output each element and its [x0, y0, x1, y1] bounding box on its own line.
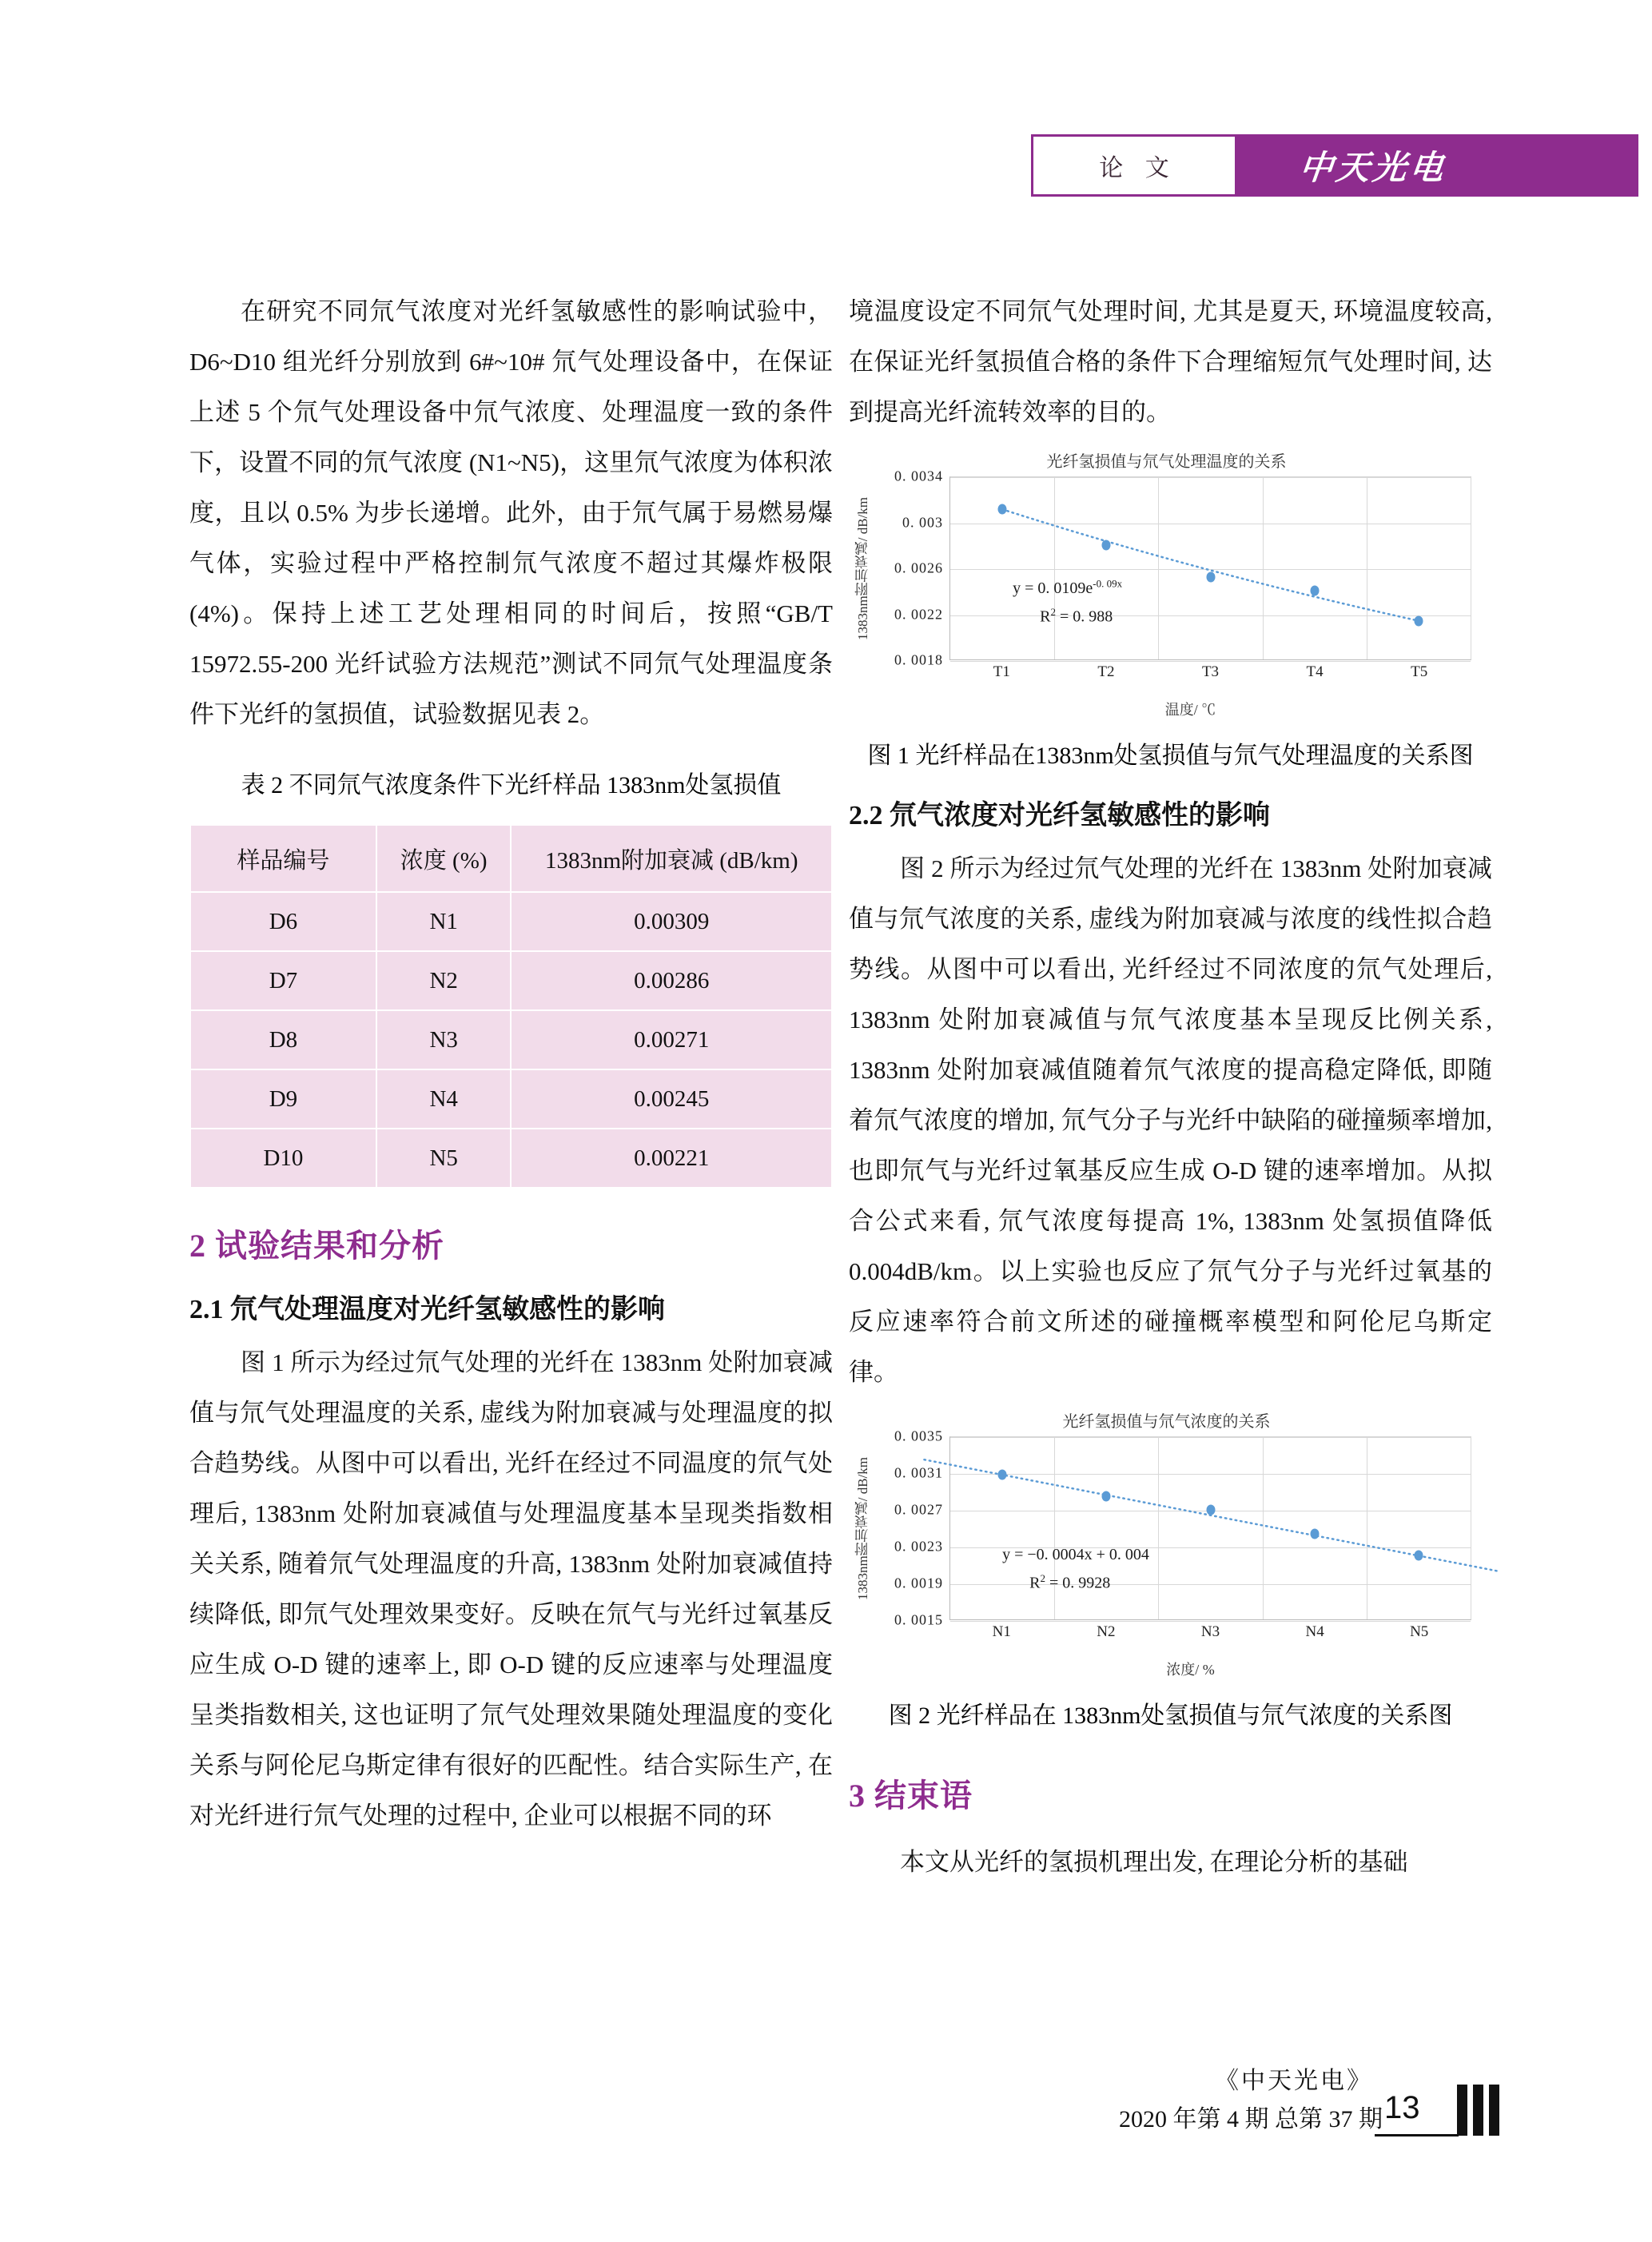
table-header-row [190, 825, 832, 892]
page-footer [1103, 2046, 1606, 2166]
table-row [190, 1129, 832, 1188]
x-tick-label: N4 [1305, 1623, 1324, 1640]
chart-2-x-axis-label: 浓度/ % [1166, 1662, 1215, 1678]
header-brand-box [1237, 134, 1638, 197]
y-tick-label: 0. 0027 [894, 1501, 943, 1518]
table-cell-concentration: N4 [376, 1069, 512, 1129]
left-column [189, 286, 833, 1841]
table-cell-sample: D8 [190, 1010, 376, 1069]
y-tick-label: 0. 003 [902, 514, 943, 530]
chart-equation-annotation: y = −0. 0004x + 0. 004 $R^2 = 0$. 9928 [1002, 1546, 1149, 1592]
x-tick-label: T4 [1306, 663, 1324, 680]
table-cell-sample: D9 [190, 1069, 376, 1129]
section-heading-2-2: 2.2 氘气浓度对光纤氢敏感性的影响 [849, 801, 1270, 830]
table-cell-sample: D6 [190, 892, 376, 951]
footer-rule-divider [1375, 2134, 1459, 2136]
chart-1-title: 光纤氢损值与氘气处理温度的关系 [1046, 453, 1287, 471]
y-tick-label: 0. 0026 [894, 560, 943, 576]
table-cell-attenuation: 0.00286 [511, 951, 832, 1010]
header-section-label-box [1031, 134, 1237, 197]
table-cell-concentration: N3 [376, 1010, 512, 1069]
header-brand-logo-text: 中天光电 [1297, 150, 1449, 187]
x-tick-label: N1 [992, 1623, 1011, 1640]
footer-journal-name: 《中天光电》 [1215, 2068, 1373, 2094]
table-cell-attenuation: 0.00245 [511, 1069, 832, 1129]
table-cell-sample: D10 [190, 1129, 376, 1188]
table-row [190, 1069, 832, 1129]
table-col-header-attenuation: 1383nm附加衰减 (dB/km) [511, 825, 832, 892]
x-tick-label: T3 [1201, 663, 1220, 680]
table-col-header-sample: 样品编号 [190, 825, 376, 892]
chart-2-y-axis-label: 1383nm附加衰减/ dB/km [854, 1456, 870, 1600]
gridline-horizontal [950, 1621, 1471, 1622]
y-tick-label: 0. 0035 [894, 1428, 943, 1444]
chart-2-title: 光纤氢损值与氘气浓度的关系 [1062, 1413, 1271, 1431]
chart-2-y-tick-labels [873, 1428, 946, 1628]
page-header-banner [1031, 134, 1638, 197]
y-tick-label: 0. 0031 [894, 1464, 943, 1481]
table-cell-sample: D7 [190, 951, 376, 1010]
right-paragraph-1: 境温度设定不同氘气处理时间, 尤其是夏天, 环境温度较高, 在保证光纤氢损值合格的条件下合理缩短氘气处理时间, 达到提高光纤流转效率的目的。 [849, 297, 1492, 426]
table-cell-concentration: N5 [376, 1129, 512, 1188]
y-tick-label: 0. 0018 [894, 651, 943, 668]
section-heading-2: 2 试验结果和分析 [189, 1228, 444, 1264]
figure-2-caption: 图 2 光纤样品在 1383nm处氢损值与氘气浓度的关系图 [888, 1702, 1453, 1729]
x-tick-label: T2 [1097, 663, 1115, 680]
footer-bar-decoration-icon [1457, 2085, 1499, 2136]
left-paragraph-2: 图 1 所示为经过氘气处理的光纤在 1383nm 处附加衰减值与氘气处理温度的关系, 虚线为附加衰减与处理温度的拟合趋势线。从图中可以看出, 光纤在经过不同温度的氘气处理后, 1383nm 处附加衰减值与处理温度基本呈现类指数相关关系, 随着氘气处理温度的升高, 1383nm 处附加衰减值持续降低, 即氘气处理效果变好。反映在氘气与光纤过氧基反应生成 O-D 键的速率上, 即 O-D 键的反应速率与处理温度呈类指数相关, 这也证明了氘气处理效果随处理温度的变化关系与阿伦尼乌斯定律有很好的匹配性。结合实际生产, 在对光纤进行氘气处理的过程中, 企业可以根据不同的环 [189, 1348, 833, 1830]
table-row [190, 951, 832, 1010]
y-tick-label: 0. 0015 [894, 1611, 943, 1628]
right-column [849, 286, 1492, 1887]
y-tick-label: 0. 0019 [894, 1575, 943, 1591]
x-tick-label: N5 [1410, 1623, 1429, 1640]
table-cell-attenuation: 0.00309 [511, 892, 832, 951]
chart-2-x-tick-labels [949, 1623, 1471, 1644]
chart-1-plot-area [949, 476, 1471, 660]
chart-1-x-axis-label: 温度/ ℃ [1164, 702, 1216, 718]
table-2-hydrogen-loss [189, 824, 833, 1189]
left-paragraph-1: 在研究不同氘气浓度对光纤氢敏感性的影响试验中，D6~D10 组光纤分别放到 6#~10# 氘气处理设备中，在保证上述 5 个氘气处理设备中氘气浓度、处理温度一致的条件下，设置不同的氘气浓度 (N1~N5)，这里氘气浓度为体积浓度，且以 0.5% 为步长递增。此外，由于氘气属于易燃易爆气体，实验过程中严格控制氘气浓度不超过其爆炸极限 (4%)。保持上述工艺处理相同的时间后，按照“GB/T 15972.55-200 光纤试验方法规范”测试不同氘气处理温度条件下光纤的氢损值，试验数据见表 2。 [189, 297, 833, 728]
table-2-caption: 表 2 不同氘气浓度条件下光纤样品 1383nm处氢损值 [241, 772, 782, 798]
table-col-header-concentration: 浓度 (%) [376, 825, 512, 892]
y-tick-label: 0. 0034 [894, 468, 943, 484]
chart-2-plot-area [949, 1436, 1471, 1620]
figure-2-chart [849, 1408, 1484, 1679]
chart-equation-annotation: y = 0. $0109e^{-0. 09x}$ $R^2 = 0$. 988 [1013, 577, 1123, 626]
chart-1-x-tick-labels [949, 663, 1471, 684]
table-cell-attenuation: 0.00221 [511, 1129, 832, 1188]
table-cell-attenuation: 0.00271 [511, 1010, 832, 1069]
x-tick-label: T1 [993, 663, 1010, 680]
footer-issue-info: 2020 年第 4 期 总第 37 期 [1119, 2106, 1383, 2132]
gridline-horizontal [950, 661, 1471, 662]
y-tick-label: 0. 0022 [894, 606, 943, 622]
table-row [190, 892, 832, 951]
header-section-label: 论 文 [1099, 155, 1177, 181]
table-cell-concentration: N2 [376, 951, 512, 1010]
chart-1-y-tick-labels [873, 468, 946, 668]
trendline [950, 477, 1471, 661]
y-tick-label: 0. 0023 [894, 1538, 943, 1555]
right-paragraph-2: 图 2 所示为经过氘气处理的光纤在 1383nm 处附加衰减值与氘气浓度的关系, 虚线为附加衰减与浓度的线性拟合趋势线。从图中可以看出, 光纤经过不同浓度的氘气处理后, 1383nm 处附加衰减值与氘气浓度基本呈现反比例关系, 1383nm 处附加衰减值随着氘气浓度的提高稳定降低, 即随着氘气浓度的增加, 氘气分子与光纤中缺陷的碰撞频率增加, 也即氘气与光纤过氧基反应生成 O-D 键的速率增加。从拟合公式来看, 氘气浓度每提高 1%, 1383nm 处氢损值降低 0.004dB/km。以上实验也反应了氘气分子与光纤过氧基的反应速率符合前文所述的碰撞概率模型和阿伦尼乌斯定律。 [849, 854, 1492, 1386]
chart-1-y-axis-label: 1383nm附加衰减/ dB/km [854, 496, 870, 640]
section-heading-3: 3 结束语 [849, 1778, 973, 1814]
table-cell-concentration: N1 [376, 892, 512, 951]
figure-1-chart [849, 448, 1484, 719]
table-row [190, 1010, 832, 1069]
right-paragraph-3: 本文从光纤的氢损机理出发, 在理论分析的基础 [900, 1848, 1408, 1876]
x-tick-label: N2 [1097, 1623, 1116, 1640]
x-tick-label: T5 [1411, 663, 1428, 680]
figure-1-caption: 图 1 光纤样品在1383nm处氢损值与氘气处理温度的关系图 [867, 743, 1474, 769]
x-tick-label: N3 [1200, 1623, 1220, 1640]
section-heading-2-1: 2.1 氘气处理温度对光纤氢敏感性的影响 [189, 1295, 665, 1324]
footer-page-number: 13 [1384, 2090, 1420, 2125]
